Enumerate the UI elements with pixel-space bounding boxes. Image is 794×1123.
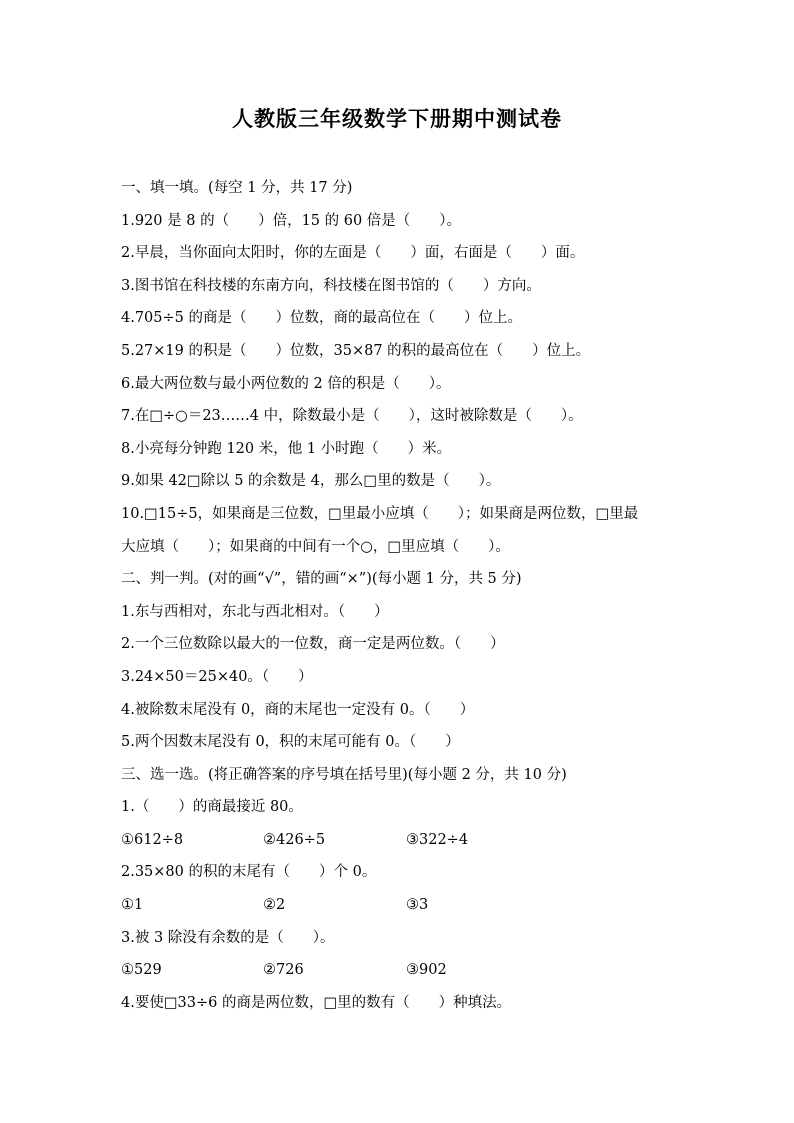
option-item: ③3 — [406, 897, 429, 914]
option-item: ②726 — [263, 962, 304, 979]
section1-heading: 一、填一填。(每空 1 分，共 17 分) — [121, 180, 353, 196]
question-1-9: 9.如果 42□除以 5 的余数是 4，那么□里的数是（ ）。 — [121, 473, 501, 490]
question-1-1: 1.920 是 8 的（ ）倍，15 的 60 倍是（ ）。 — [121, 212, 462, 229]
question-2-5: 5.两个因数末尾没有 0，积的末尾可能有 0。（ ） — [121, 734, 460, 751]
question-3-1-options — [121, 824, 681, 857]
question-1-4: 4.705÷5 的商是（ ）位数，商的最高位在（ ）位上。 — [121, 310, 522, 327]
question-1-7: 7.在□÷○＝23……4 中，除数最小是（ ），这时被除数是（ ）。 — [121, 408, 583, 425]
option-item: ③902 — [406, 962, 447, 979]
question-1-8: 8.小亮每分钟跑 120 米，他 1 小时跑（ ）米。 — [121, 440, 452, 457]
option-item: ②2 — [263, 897, 286, 914]
exam-content — [121, 172, 681, 1019]
question-2-1: 1.东与西相对，东北与西北相对。（ ） — [121, 603, 389, 620]
question-3-2: 2.35×80 的积的末尾有（ ）个 0。 — [121, 864, 377, 881]
question-1-6: 6.最大两位数与最小两位数的 2 倍的积是（ ）。 — [121, 375, 451, 392]
option-item: ①1 — [121, 897, 144, 914]
question-1-2: 2.早晨，当你面向太阳时，你的左面是（ ）面，右面是（ ）面。 — [121, 245, 585, 262]
option-item: ①529 — [121, 962, 162, 979]
exam-title: 人教版三年级数学下册期中测试卷 — [232, 106, 562, 131]
question-3-2-options — [121, 889, 681, 922]
question-3-3: 3.被 3 除没有余数的是（ ）。 — [121, 929, 335, 946]
question-2-3: 3.24×50＝25×40。（ ） — [121, 668, 313, 685]
option-item: ③322÷4 — [406, 831, 469, 848]
section3-heading: 三、选一选。(将正确答案的序号填在括号里)(每小题 2 分，共 10 分) — [121, 766, 567, 783]
question-1-10-line1: 10.□15÷5，如果商是三位数，□里最小应填（ ）；如果商是两位数，□里最 — [121, 505, 639, 522]
question-1-5: 5.27×19 的积是（ ）位数，35×87 的积的最高位在（ ）位上。 — [121, 342, 591, 359]
question-3-1: 1.（ ）的商最接近 80。 — [121, 799, 303, 816]
question-3-4: 4.要使□33÷6 的商是两位数，□里的数有（ ）种填法。 — [121, 994, 512, 1011]
section2-heading: 二、判一判。(对的画“√”，错的画“×”)(每小题 1 分，共 5 分) — [121, 571, 522, 588]
question-2-2: 2.一个三位数除以最大的一位数，商一定是两位数。（ ） — [121, 636, 505, 653]
question-1-3: 3.图书馆在科技楼的东南方向，科技楼在图书馆的（ ）方向。 — [121, 277, 541, 294]
question-2-4: 4.被除数末尾没有 0，商的末尾也一定没有 0。（ ） — [121, 701, 475, 718]
option-item: ①612÷8 — [121, 831, 184, 848]
question-1-10-line2: 大应填（ ）；如果商的中间有一个○，□里应填（ ）。 — [121, 538, 510, 555]
question-3-3-options — [121, 954, 681, 987]
option-item: ②426÷5 — [263, 831, 326, 848]
